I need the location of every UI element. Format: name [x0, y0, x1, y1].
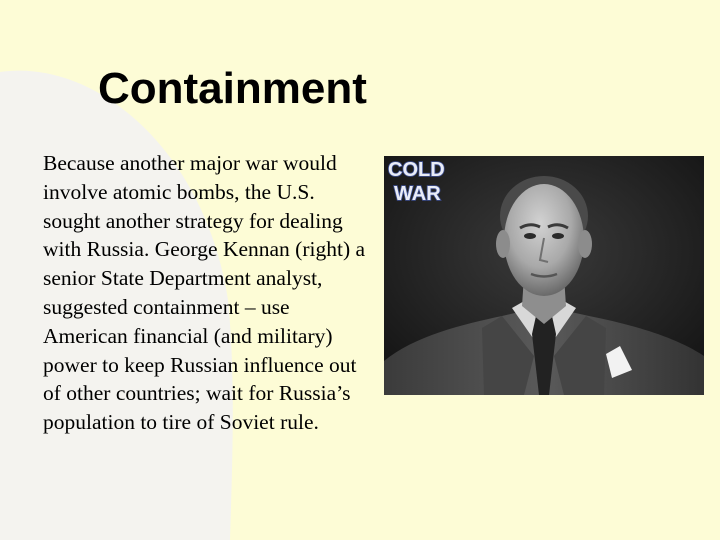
kennan-portrait-photo: [384, 156, 704, 395]
slide-body-text: Because another major war would involve atomic bombs, the U.S. sought another strategy for dealing with Russia. George Kennan (right) a senior State Department analyst, suggested containment – use American financial (and military) power to keep Russian influence out of other countries; wait for Russia’s population to tire of Soviet rule.: [43, 151, 366, 435]
logo-line-cold: COLD: [388, 159, 445, 181]
logo-line-war: WAR: [394, 183, 441, 205]
slide-title: Containment: [98, 64, 367, 113]
